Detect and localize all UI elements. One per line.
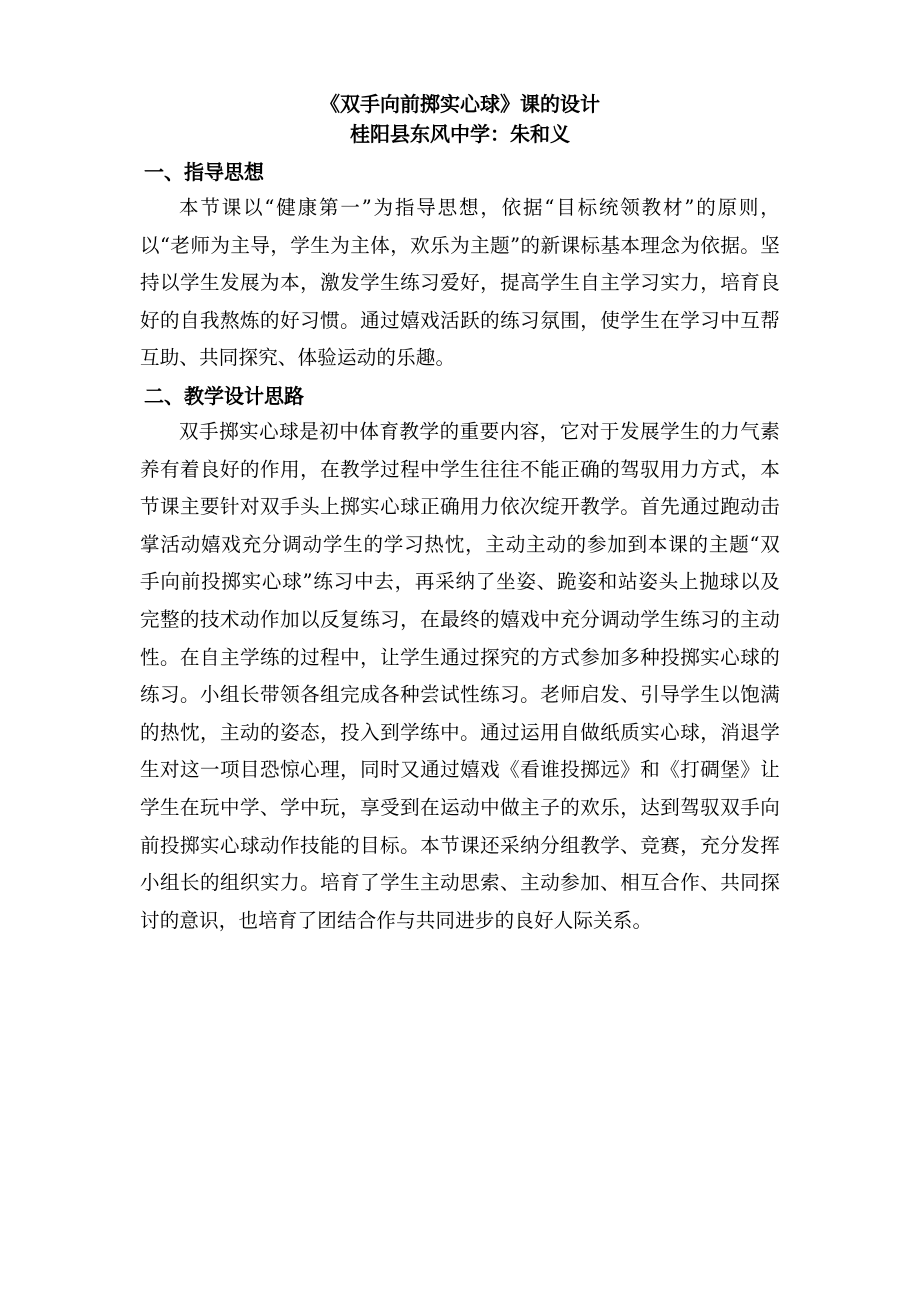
section-heading-teaching-design: 二、教学设计思路	[144, 383, 304, 408]
section-body-guiding-ideology: 本节课以“健康第一”为指导思想，依据“目标统领教材”的原则，以“老师为主导，学生为主体，欢乐为主题”的新课标基本理念为依据。坚持以学生发展为本，激发学生练习爱好，提高学生自主学习实力，培育良好的自我熬炼的好习惯。通过嬉戏活跃的练习氛围，使学生在学习中互帮互助、共同探究、体验运动的乐趣。	[140, 196, 780, 370]
section-heading-guiding-ideology: 一、指导思想	[144, 160, 264, 184]
author-line: 桂阳县东风中学：朱和义	[350, 122, 570, 146]
section-body-teaching-design: 双手掷实心球是初中体育教学的重要内容，它对于发展学生的力气素养有着良好的作用，在教学过程中学生往往不能正确的驾驭用力方式，本节课主要针对双手头上掷实心球正确用力依次绽开教学。首先通过跑动击掌活动嬉戏充分调动学生的学习热忱，主动主动的参加到本课的主题“双手向前投掷实心球”练习中去，再采纳了坐姿、跪姿和站姿头上抛球以及完整的技术动作加以反复练习，在最终的嬉戏中充分调动学生练习的主动性。在自主学练的过程中，让学生通过探究的方式参加多种投掷实心球的练习。小组长带领各组完成各种尝试性练习。老师启发、引导学生以饱满的热忱，主动的姿态，投入到学练中。通过运用自做纸质实心球，消退学生对这一项目恐惊心理，同时又通过嬉戏《看谁投掷远》和《打碉堡》让学生在玩中学、学中玩，享受到在运动中做主子的欢乐，达到驾驭双手向前投掷实心球动作技能的目标。本节课还采纳分组教学、竞赛，充分发挥小组长的组织实力。培育了学生主动思索、主动参加、相互合作、共同探讨的意识，也培育了团结合作与共同进步的良好人际关系。	[140, 419, 780, 932]
document-title: 《双手向前掷实心球》课的设计	[320, 92, 600, 116]
document-content	[140, 89, 780, 939]
